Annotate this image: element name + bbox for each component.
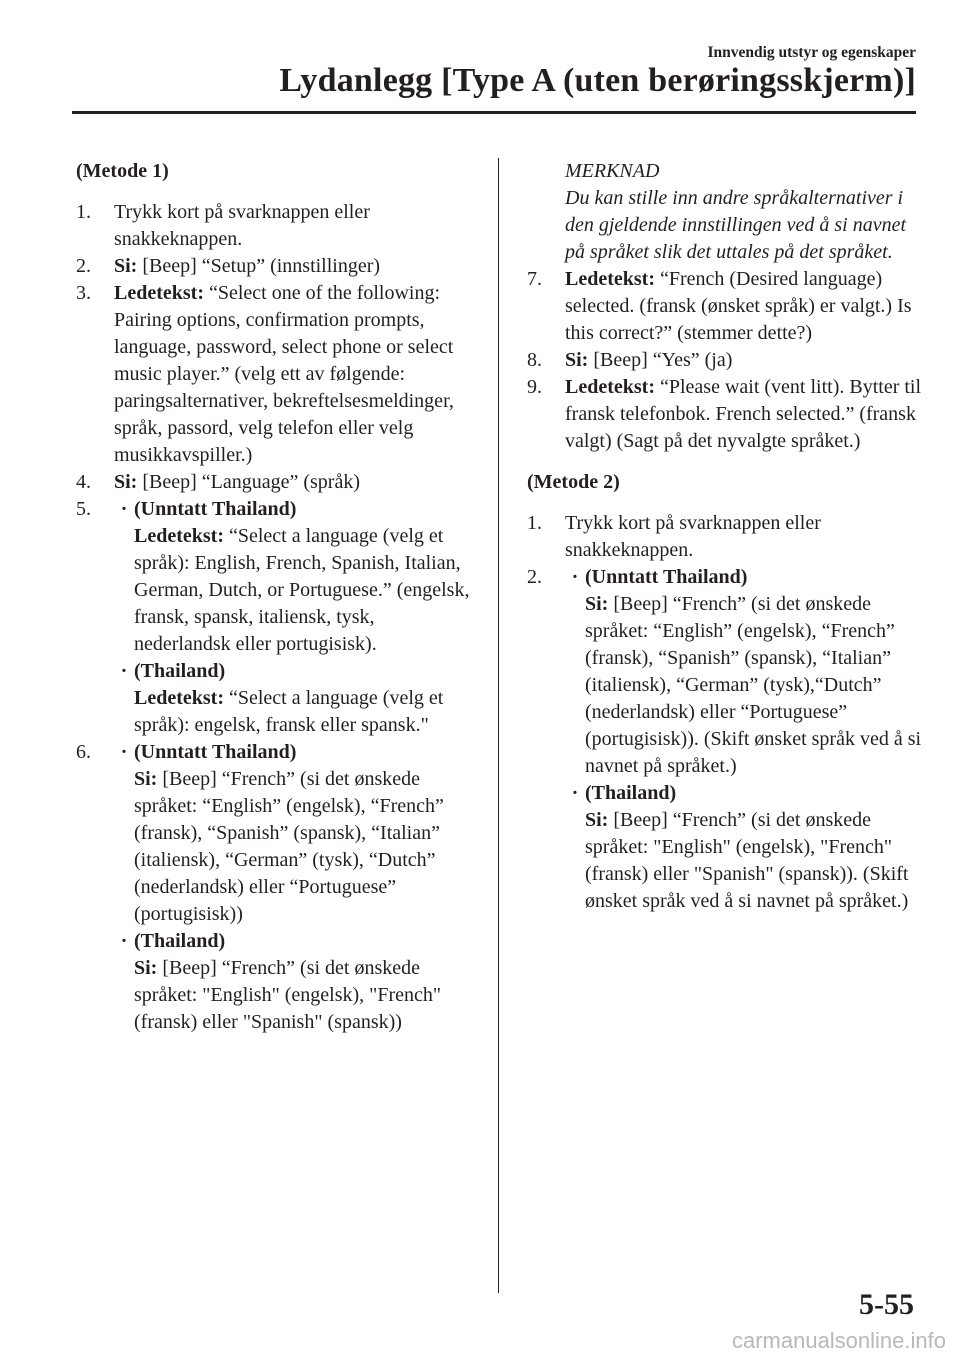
step-number: 6. [76, 741, 91, 763]
sub-item-except-thailand [114, 496, 476, 658]
step-7 [527, 266, 922, 347]
sub-item-thailand [114, 658, 476, 739]
bullet-icon: · [571, 566, 579, 588]
step-text: “Select a language (velg et språk): engelsk, fransk eller spansk." [134, 687, 444, 736]
step-3 [76, 280, 476, 469]
step-2 [76, 253, 476, 280]
sub-heading: (Unntatt Thailand) [134, 498, 297, 520]
right-column [527, 158, 922, 915]
sub-heading: (Thailand) [585, 782, 677, 804]
step-text: Trykk kort på svarknappen eller snakkeknappen. [565, 512, 821, 561]
sub-heading: (Unntatt Thailand) [585, 566, 748, 588]
step-text: [Beep] “French” (si det ønskede språket: “English” (engelsk), “French” (fransk), “Spanish” (spansk), “Italian” (italiensk), “German” (tysk),“Dutch” (nederlandsk) eller “Portuguese” (portugisisk)). (Skift ønsket språk ved å si navnet på språket.) [585, 593, 922, 777]
step-number: 3. [76, 282, 91, 304]
step-text: “French (Desired language) selected. (fransk (ønsket språk) er valgt.) Is this correct?” (stemmer dette?) [565, 268, 912, 344]
section-subtitle: Innvendig utstyr og egenskaper [707, 44, 916, 61]
step-number: 2. [527, 566, 542, 588]
step-text: [Beep] “Setup” (innstillinger) [142, 255, 381, 277]
bullet-icon: · [571, 782, 579, 804]
step-label: Si: [134, 957, 158, 979]
sub-item-thailand [114, 928, 476, 1036]
sub-item-thailand [565, 780, 922, 915]
step-number: 4. [76, 471, 91, 493]
note-text: Du kan stille inn andre språkalternativer i den gjeldende innstillingen ved å si navnet på språket slik det uttales på det språket. [565, 187, 907, 263]
step-9 [527, 374, 922, 455]
sub-item-except-thailand [114, 739, 476, 928]
step-number: 9. [527, 376, 542, 398]
step-number: 8. [527, 349, 542, 371]
step-text: [Beep] “French” (si det ønskede språket: "English" (engelsk), "French" (fransk) eller "Spanish" (spansk)) [134, 957, 442, 1033]
step-6 [76, 739, 476, 1036]
note-heading: MERKNAD [565, 160, 660, 182]
step-number: 1. [76, 201, 91, 223]
step-label: Si: [585, 593, 609, 615]
method-2-heading: (Metode 2) [527, 471, 620, 493]
sub-heading: (Thailand) [134, 660, 226, 682]
step-label: Si: [114, 471, 138, 493]
step-label: Ledetekst: [134, 525, 224, 547]
step-label: Ledetekst: [565, 376, 655, 398]
step-number: 5. [76, 498, 91, 520]
sub-item-except-thailand [565, 564, 922, 780]
step-text: “Please wait (vent litt). Bytter til fransk telefonbok. French selected.” (fransk valgt) (Sagt på det nyvalgte språket.) [565, 376, 922, 452]
step-label: Ledetekst: [565, 268, 655, 290]
step-text: [Beep] “French” (si det ønskede språket: "English" (engelsk), "French" (fransk) eller "Spanish" (spansk)). (Skift ønsket språk ved å si navnet på språket.) [585, 809, 909, 912]
step-4 [76, 469, 476, 496]
bullet-icon: · [120, 498, 128, 520]
step-label: Si: [114, 255, 138, 277]
step-number: 1. [527, 512, 542, 534]
step-8 [527, 347, 922, 374]
step-text: Trykk kort på svarknappen eller snakkeknappen. [114, 201, 370, 250]
sub-heading: (Thailand) [134, 930, 226, 952]
method2-step-1 [527, 510, 922, 564]
note-box [527, 158, 922, 266]
watermark: carmanualsonline.info [731, 1328, 946, 1353]
step-text: [Beep] “Language” (språk) [142, 471, 360, 493]
step-number: 7. [527, 268, 542, 290]
step-text: [Beep] “Yes” (ja) [593, 349, 733, 371]
step-text: “Select one of the following: Pairing options, confirmation prompts, language, password, select phone or select music player.” (velg ett av følgende: paringsalternativer, bekreftelsesmeldinger, språk, passord, velg telefon eller velg musikkavspiller.) [114, 282, 454, 466]
bullet-icon: · [120, 741, 128, 763]
step-text: “Select a language (velg et språk): English, French, Spanish, Italian, German, Dutch, or Portuguese.” (engelsk, fransk, spansk, italiensk, tysk, nederlandsk eller portugisisk). [134, 525, 470, 655]
column-divider [498, 158, 499, 1293]
bullet-icon: · [120, 660, 128, 682]
method2-step-2 [527, 564, 922, 915]
method-1-heading: (Metode 1) [76, 160, 169, 182]
step-label: Si: [134, 768, 158, 790]
step-label: Si: [565, 349, 589, 371]
step-text: [Beep] “French” (si det ønskede språket: “English” (engelsk), “French” (fransk), “Spanish” (spansk), “Italian” (italiensk), “German” (tysk), “Dutch” (nederlandsk) eller “Portuguese” (portugisisk)) [134, 768, 444, 925]
step-label: Si: [585, 809, 609, 831]
step-5 [76, 496, 476, 739]
header-rule [72, 111, 916, 114]
step-label: Ledetekst: [114, 282, 204, 304]
page-title: Lydanlegg [Type A (uten berøringsskjerm)] [279, 62, 916, 99]
step-number: 2. [76, 255, 91, 277]
page-number: 5-55 [859, 1288, 914, 1321]
step-label: Ledetekst: [134, 687, 224, 709]
step-1 [76, 199, 476, 253]
sub-heading: (Unntatt Thailand) [134, 741, 297, 763]
bullet-icon: · [120, 930, 128, 952]
left-column [76, 158, 476, 1036]
